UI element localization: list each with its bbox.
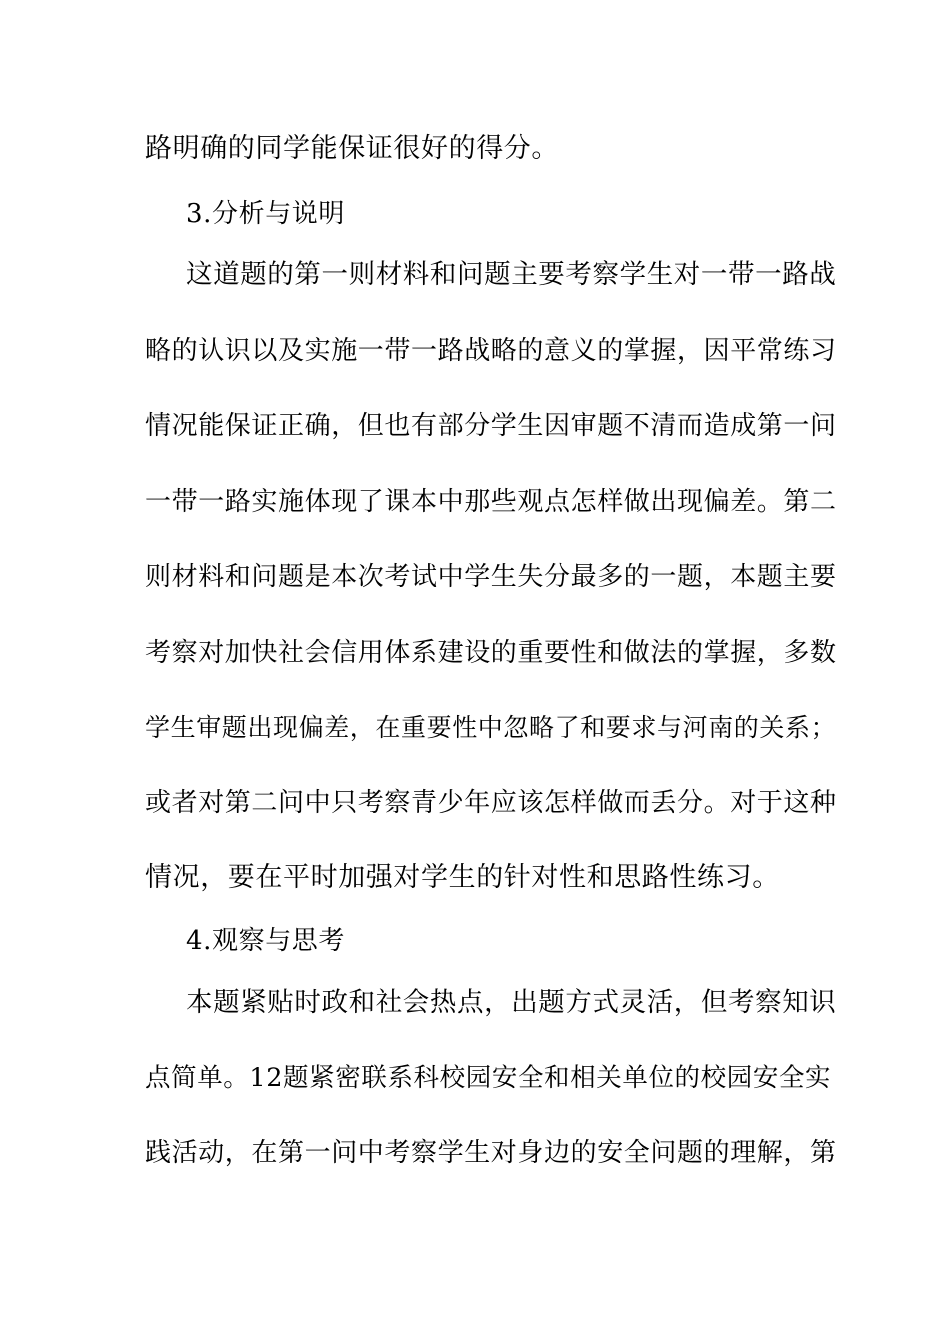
section-heading: 4.观察与思考 — [186, 926, 346, 956]
paragraph-line: 略的认识以及实施一带一路战略的意义的掌握，因平常练习 — [145, 336, 837, 366]
paragraph-line: 则材料和问题是本次考试中学生失分最多的一题，本题主要 — [145, 562, 837, 592]
paragraph-line: 本题紧贴时政和社会热点，出题方式灵活，但考察知识 — [186, 987, 837, 1018]
paragraph-line: 点简单。12题紧密联系科校园安全和相关单位的校园安全实 — [145, 1063, 832, 1093]
paragraph-line: 这道题的第一则材料和问题主要考察学生对一带一路战 — [186, 259, 837, 290]
paragraph-line: 或者对第二问中只考察青少年应该怎样做而丢分。对于这种 — [145, 788, 837, 818]
paragraph-line: 学生审题出现偏差，在重要性中忽略了和要求与河南的关系； — [145, 713, 837, 742]
paragraph-line: 践活动，在第一问中考察学生对身边的安全问题的理解，第 — [145, 1138, 837, 1168]
paragraph-line: 情况能保证正确，但也有部分学生因审题不清而造成第一问 — [145, 411, 837, 441]
paragraph-line: 路明确的同学能保证很好的得分。 — [145, 133, 559, 164]
paragraph-line: 情况，要在平时加强对学生的针对性和思路性练习。 — [145, 862, 780, 893]
paragraph-line: 考察对加快社会信用体系建设的重要性和做法的掌握，多数 — [145, 638, 837, 668]
section-heading: 3.分析与说明 — [186, 199, 346, 229]
paragraph-line: 一带一路实施体现了课本中那些观点怎样做出现偏差。第二 — [145, 487, 837, 517]
